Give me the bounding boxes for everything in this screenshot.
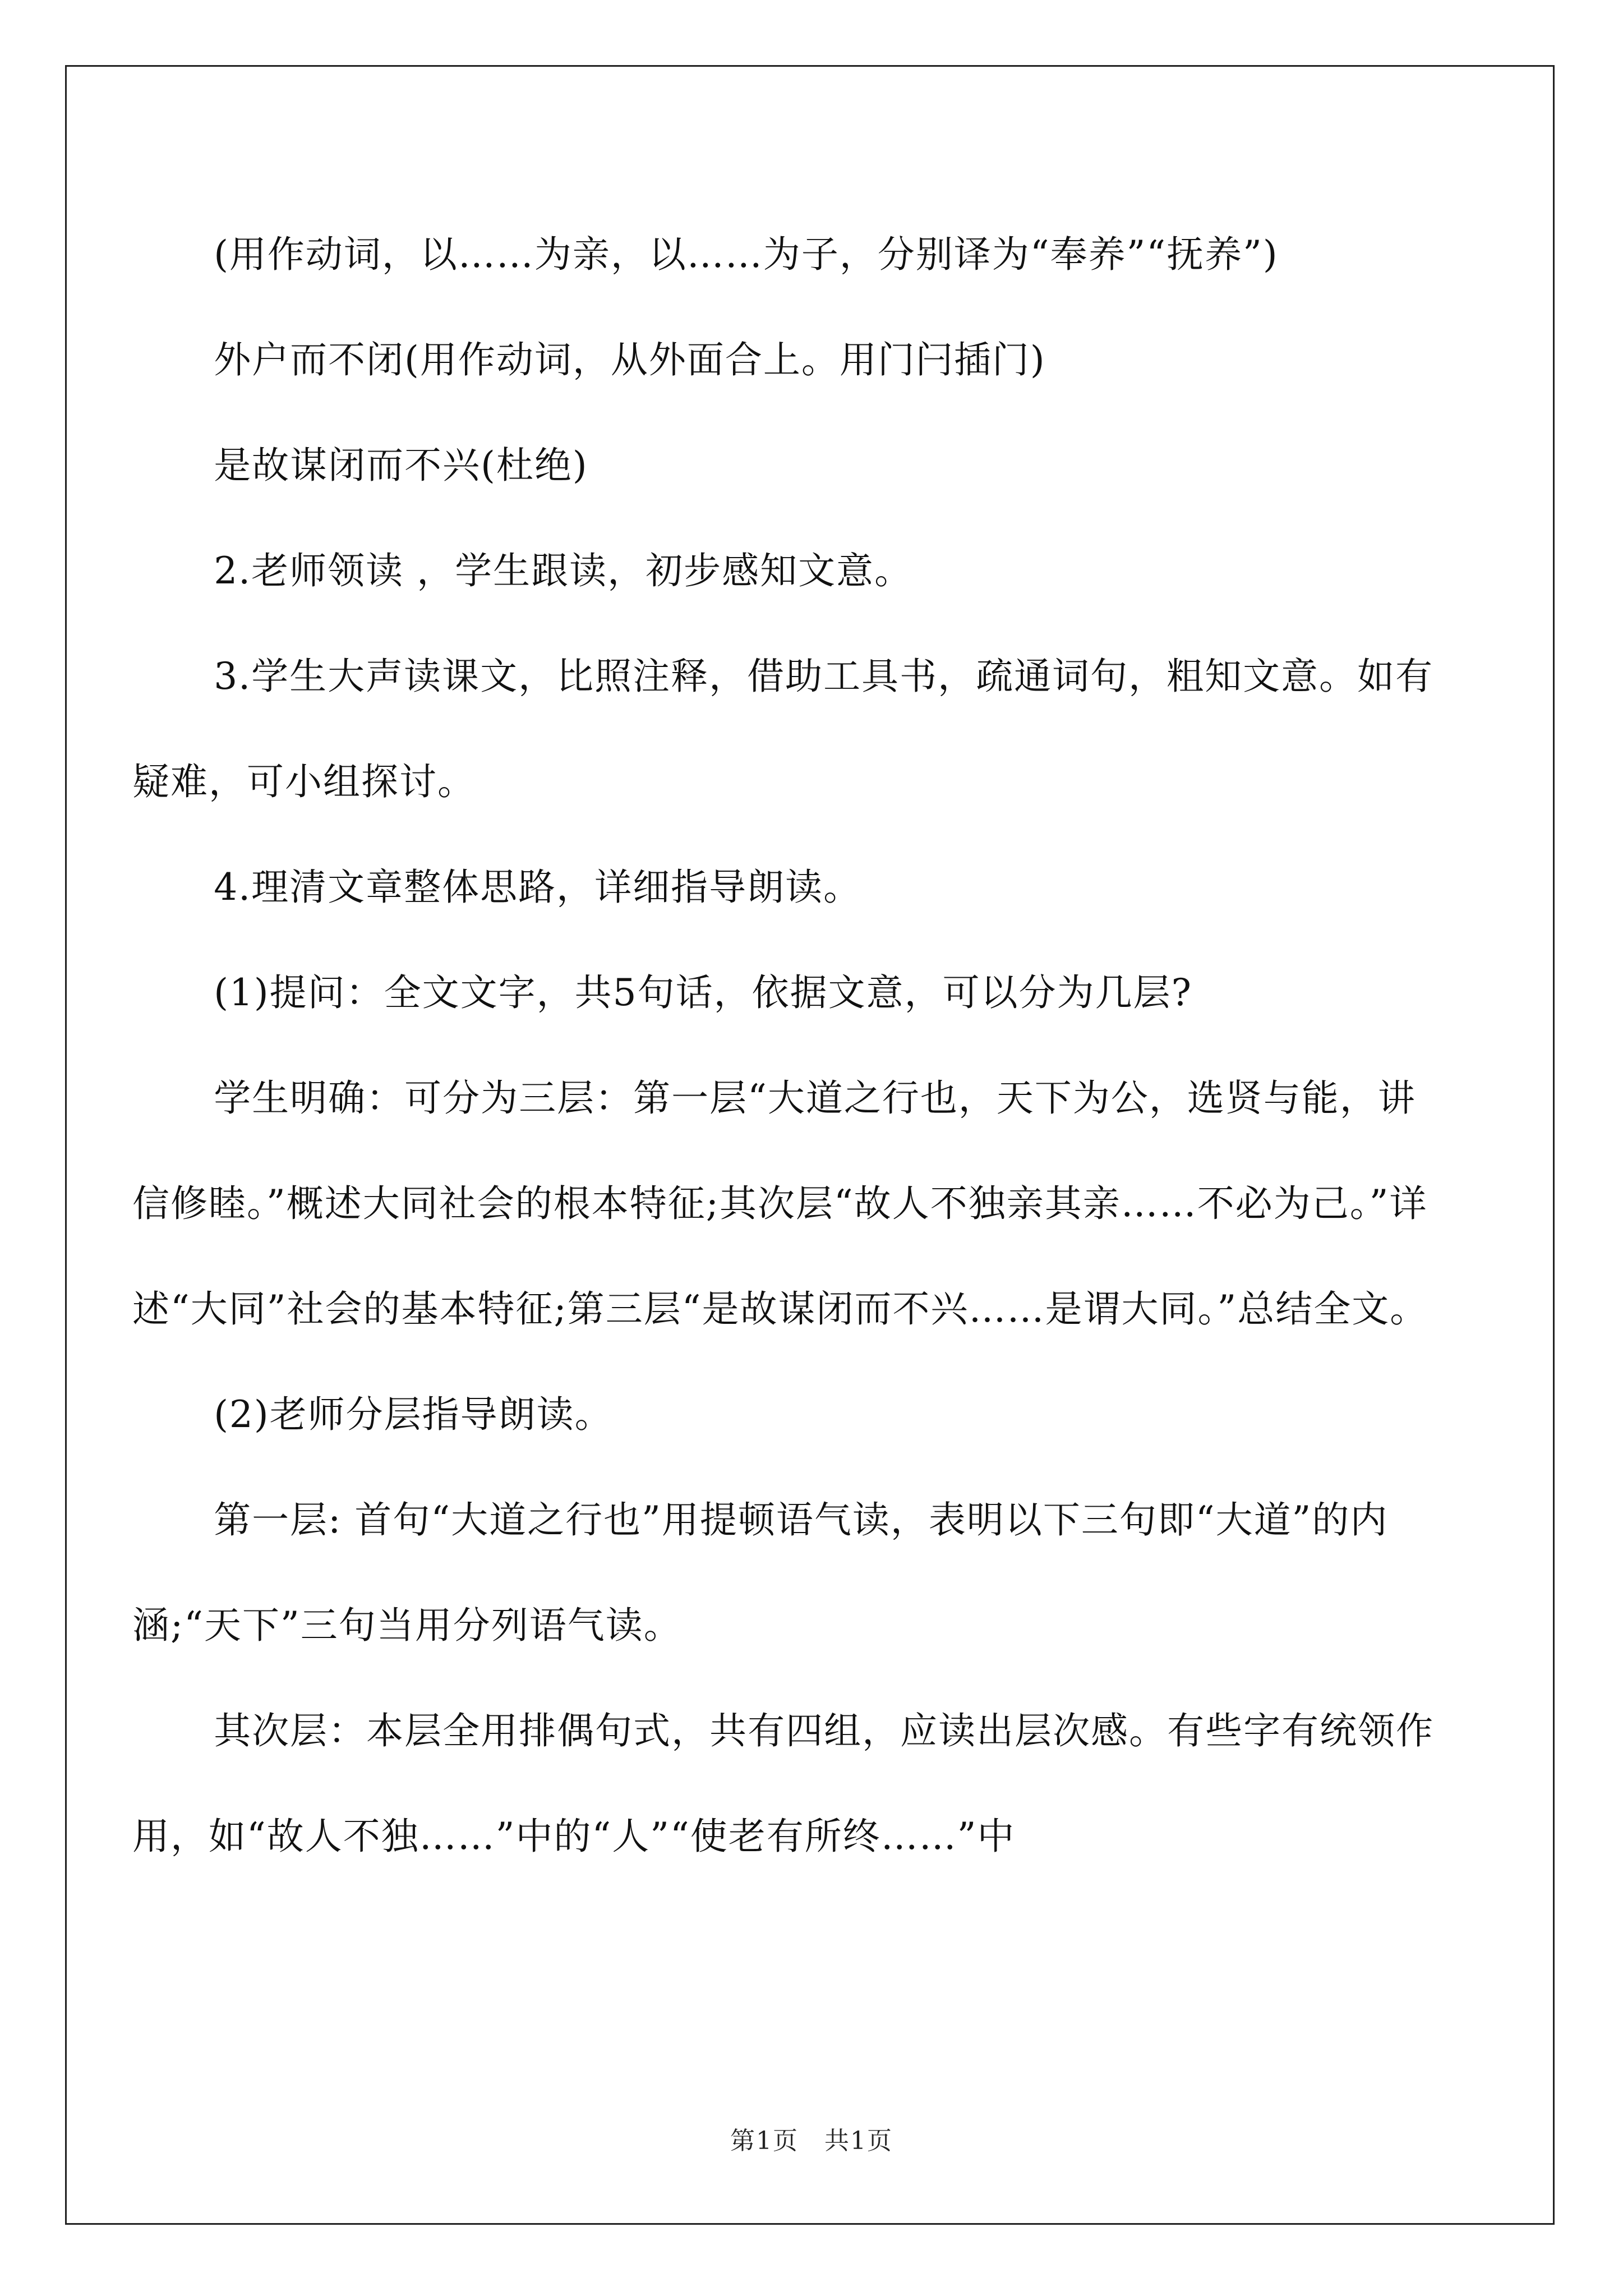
paragraph-3: 是故谋闭而不兴(杜绝)	[214, 444, 588, 487]
paragraph-2: 外户而不闭(用作动词，从外面合上。用门闩插门)	[214, 338, 1046, 381]
paragraph-10: 第一层: 首句“大道之行也”用提顿语气读，表明以下三句即“大道”的内涵;“天下”三句当用分列语气读。	[132, 1498, 1389, 1647]
document-body	[132, 202, 1441, 1889]
paragraph-6: 4.理清文章整体思路，详细指导朗读。	[214, 866, 862, 909]
paragraph-9: (2)老师分层指导朗读。	[214, 1393, 613, 1436]
paragraph-1: (用作动词，以……为亲，以……为子，分别译为“奉养”“抚养”)	[214, 233, 1279, 276]
paragraph-8: 学生明确：可分为三层：第一层“大道之行也，天下为公，选贤与能，讲信修睦。”概述大同社会的根本特征;其次层“故人不独亲其亲……不必为己。”详述“大同”社会的基本特征;第三层“是故谋闭而不兴……是谓大同。”总结全文。	[132, 1076, 1428, 1331]
page-footer: 第1页 共1页	[730, 2127, 893, 2155]
paragraph-5: 3.学生大声读课文，比照注释，借助工具书，疏通词句，粗知文意。如有疑难，可小组探讨。	[132, 655, 1434, 803]
paragraph-11: 其次层：本层全用排偶句式，共有四组，应读出层次感。有些字有统领作用，如“故人不独……”中的“人”“使老有所终……”中	[132, 1709, 1435, 1858]
paragraph-4: 2.老师领读 ，学生跟读，初步感知文意。	[214, 549, 913, 592]
paragraph-7: (1)提问：全文文字，共5句话，依据文意，可以分为几层?	[214, 971, 1193, 1014]
